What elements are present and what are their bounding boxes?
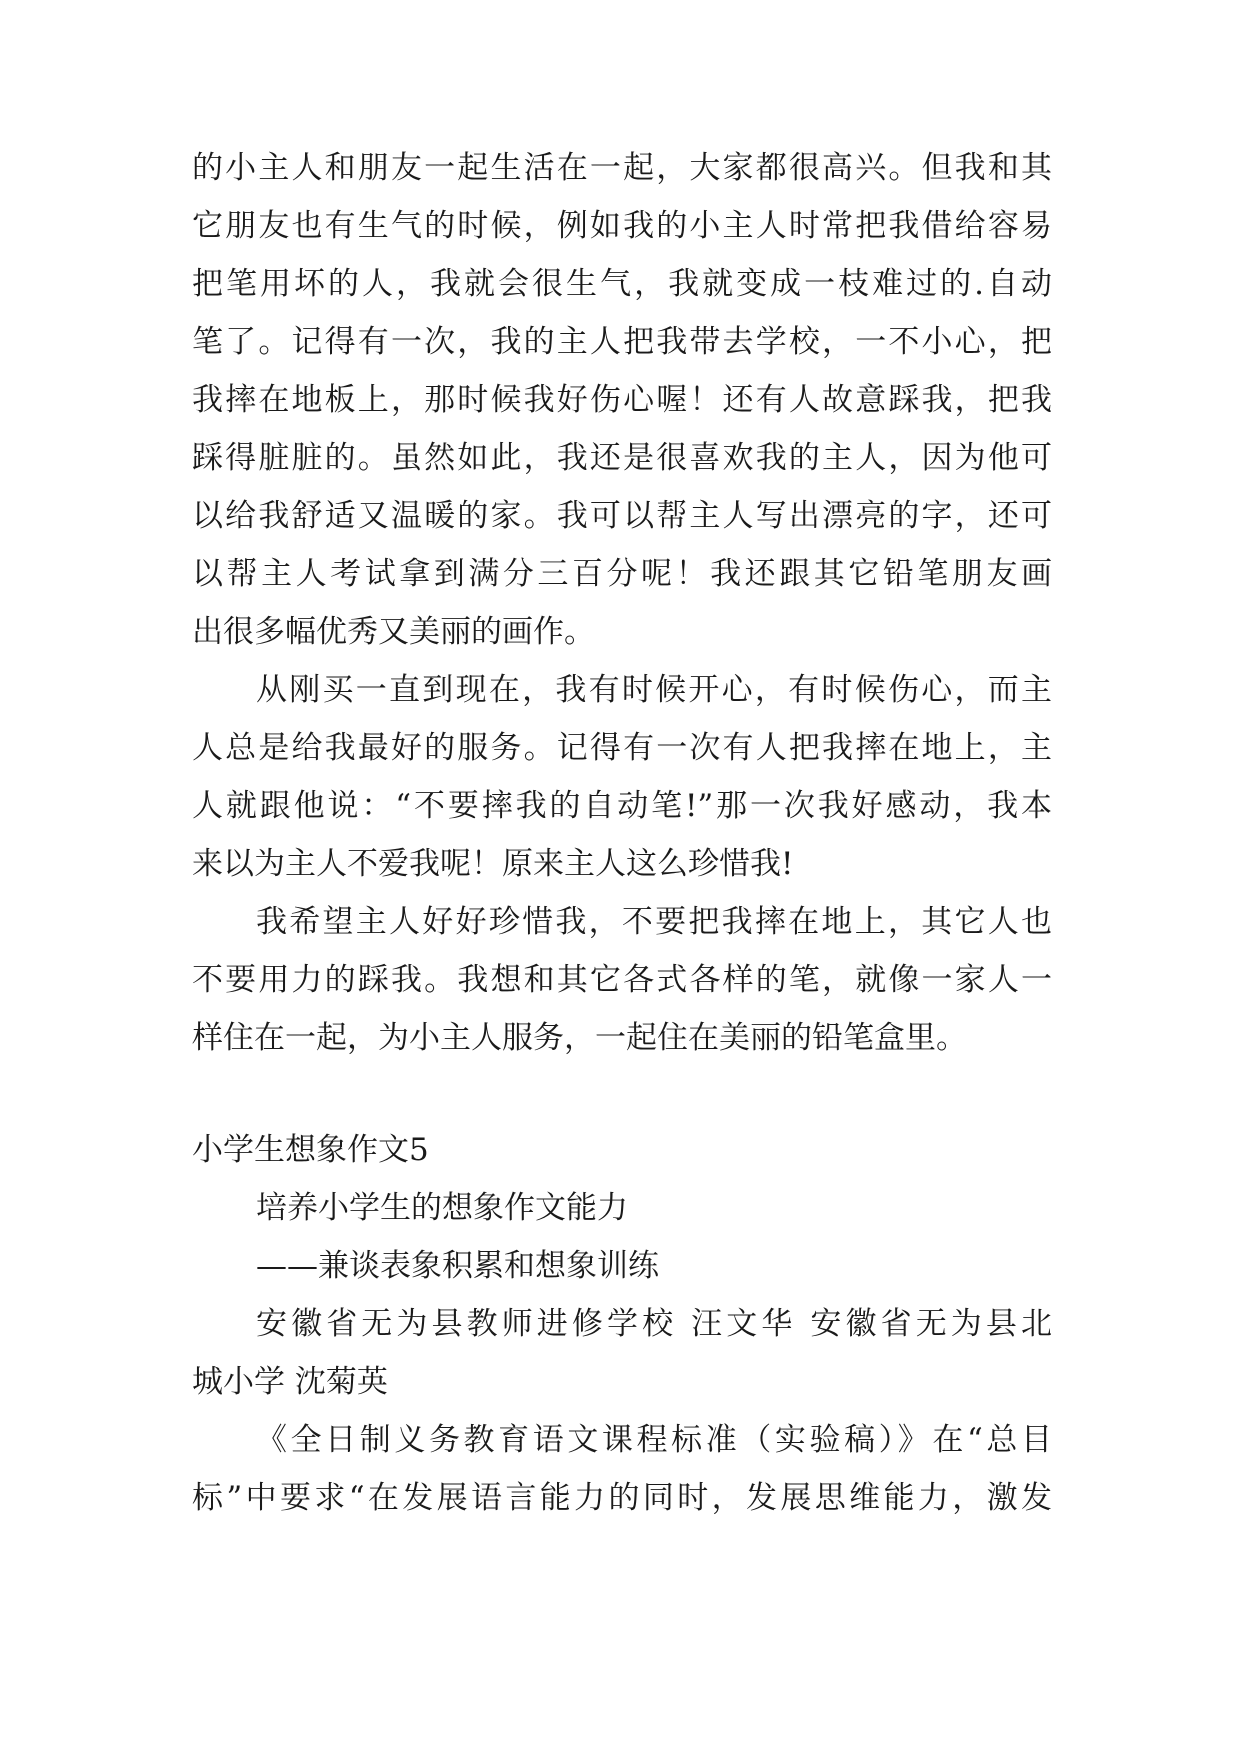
body-line-9: 出很多幅优秀又美丽的画作。: [192, 614, 595, 650]
body-line-15: 不要用力的踩我。我想和其它各式各样的笔，就像一家人一: [192, 962, 1052, 998]
article-subtitle: ——兼谈表象积累和想象训练: [256, 1248, 659, 1284]
body-line-16: 样住在一起，为小主人服务，一起住在美丽的铅笔盒里。: [192, 1020, 967, 1056]
author-line-2: 城小学 沈菊英: [192, 1364, 388, 1400]
body-line-8: 以帮主人考试拿到满分三百分呢！我还跟其它铅笔朋友画: [192, 556, 1052, 592]
body-line-5: 我摔在地板上，那时候我好伤心喔！还有人故意踩我，把我: [192, 382, 1052, 418]
body-line-2: 它朋友也有生气的时候，例如我的小主人时常把我借给容易: [192, 208, 1052, 244]
body-line-18: 标”中要求“在发展语言能力的同时，发展思维能力，激发: [192, 1480, 1052, 1516]
article-title: 培养小学生的想象作文能力: [256, 1190, 628, 1226]
body-line-11: 人总是给我最好的服务。记得有一次有人把我摔在地上，主: [192, 730, 1052, 766]
body-line-12: 人就跟他说：“不要摔我的自动笔!”那一次我好感动，我本: [192, 788, 1052, 824]
body-line-14: 我希望主人好好珍惜我，不要把我摔在地上，其它人也: [256, 904, 1052, 940]
body-line-1: 的小主人和朋友一起生活在一起，大家都很高兴。但我和其: [192, 150, 1052, 186]
body-line-13: 来以为主人不爱我呢！原来主人这么珍惜我!: [192, 846, 794, 882]
body-line-7: 以给我舒适又温暖的家。我可以帮主人写出漂亮的字，还可: [192, 498, 1052, 534]
body-line-4: 笔了。记得有一次，我的主人把我带去学校，一不小心，把: [192, 324, 1052, 360]
author-line-1: 安徽省无为县教师进修学校 汪文华 安徽省无为县北: [256, 1306, 1052, 1342]
section-heading: 小学生想象作文5: [192, 1132, 429, 1168]
body-line-17: 《全日制义务教育语文课程标准（实验稿）》在“总目: [256, 1422, 1052, 1458]
body-line-3: 把笔用坏的人，我就会很生气，我就变成一枝难过的.自动: [192, 266, 1052, 302]
body-line-6: 踩得脏脏的。虽然如此，我还是很喜欢我的主人，因为他可: [192, 440, 1052, 476]
body-line-10: 从刚买一直到现在，我有时候开心，有时候伤心，而主: [256, 672, 1052, 708]
